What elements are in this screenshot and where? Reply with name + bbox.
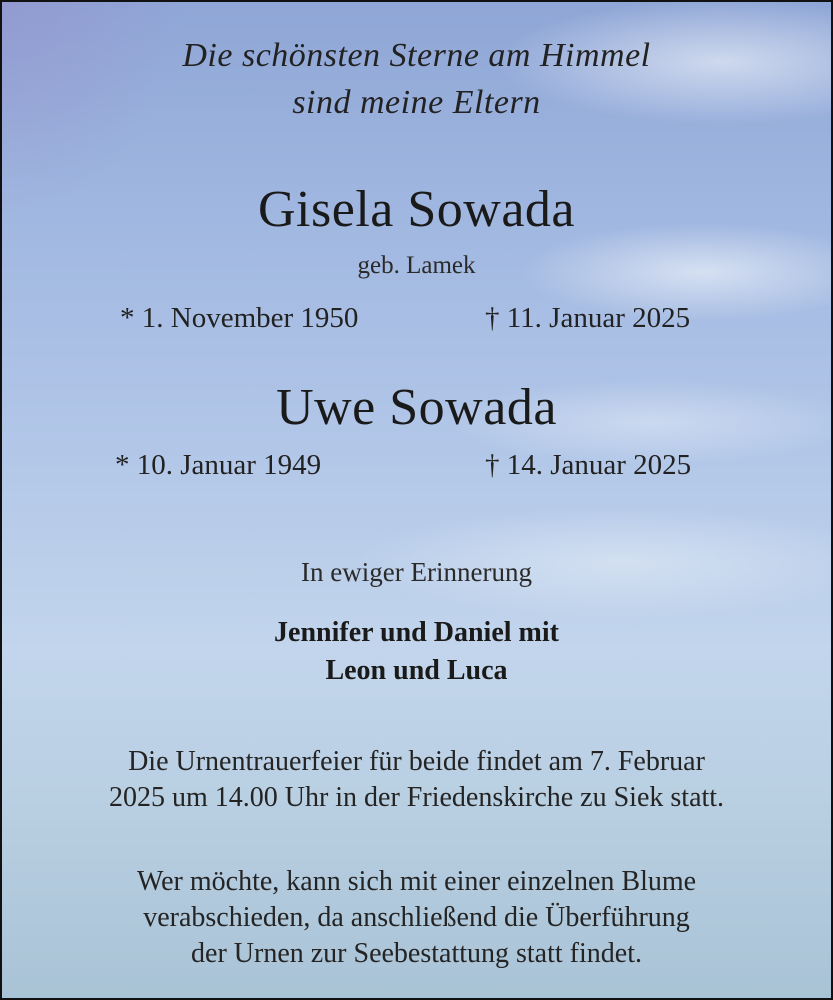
person-2-death-date: † 14. Januar 2025 — [485, 449, 692, 481]
person-1-name: Gisela Sowada — [258, 181, 575, 238]
person-1-maiden-name: geb. Lamek — [357, 252, 476, 279]
person-1-death-date: † 11. Januar 2025 — [485, 302, 691, 334]
motto-line-1: Die schönsten Sterne am Himmel — [182, 37, 651, 74]
person-2-name: Uwe Sowada — [276, 379, 557, 436]
flower-notice — [2, 864, 831, 972]
notice-line-2: verabschieden, da anschließend die Überführung — [143, 902, 690, 933]
notice-line-3: der Urnen zur Seebestattung statt findet. — [191, 938, 642, 969]
ceremony-notice — [2, 744, 831, 816]
family-line-2: Leon und Luca — [325, 655, 508, 686]
notice-line-1: Wer möchte, kann sich mit einer einzelnen Blume — [136, 866, 697, 897]
ceremony-line-2: 2025 um 14.00 Uhr in der Friedenskirche zu Siek statt. — [108, 782, 725, 813]
person-2-birth-date: * 10. Januar 1949 — [115, 449, 322, 481]
person-1-birth-date: * 1. November 1950 — [120, 302, 359, 334]
family-signature — [2, 614, 831, 690]
motto — [2, 32, 831, 126]
memory-line: In ewiger Erinnerung — [301, 557, 532, 587]
family-line-1: Jennifer und Daniel mit — [274, 617, 559, 648]
motto-line-2: sind meine Eltern — [292, 84, 541, 121]
ceremony-line-1: Die Urnentrauerfeier für beide findet am 7. Februar — [128, 746, 705, 777]
